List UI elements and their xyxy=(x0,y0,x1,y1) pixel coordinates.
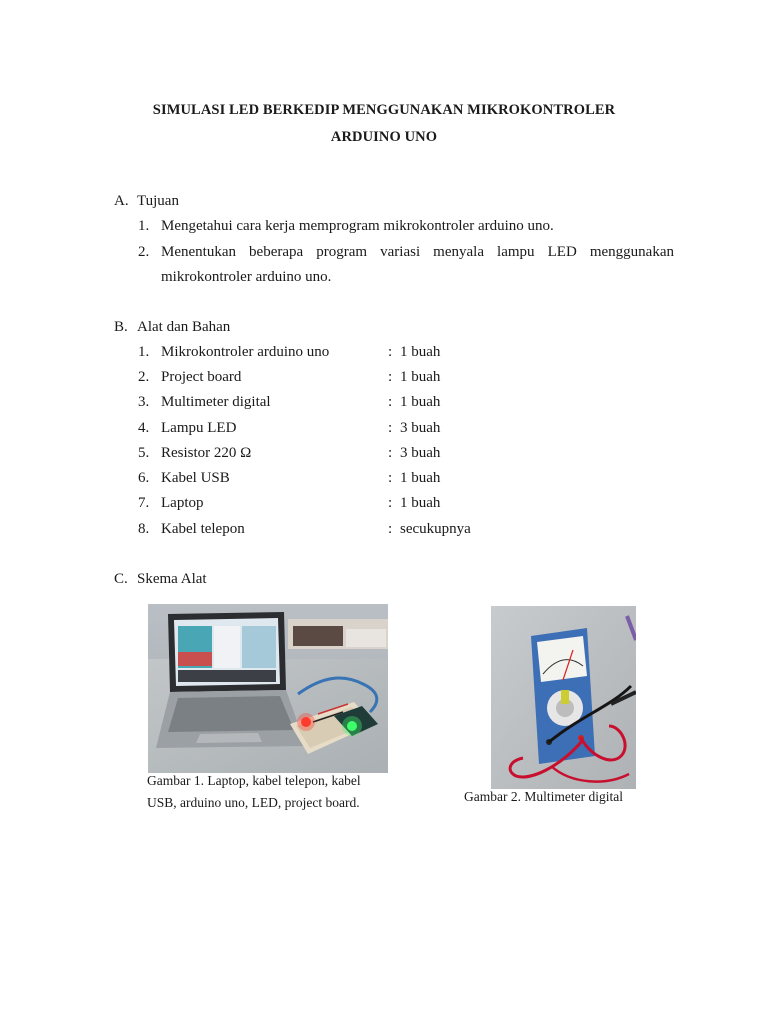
material-number: 8. xyxy=(138,521,150,537)
section-c-letter: C. xyxy=(114,571,128,587)
colon-separator: : xyxy=(388,495,393,511)
material-number: 3. xyxy=(138,394,150,410)
colon-separator: : xyxy=(388,521,393,537)
colon-separator: : xyxy=(388,369,393,385)
material-quantity: 3 buah xyxy=(400,445,441,461)
section-b-letter: B. xyxy=(114,319,128,335)
section-c-title: Skema Alat xyxy=(137,571,207,587)
material-number: 7. xyxy=(138,495,150,511)
figure-2-photo xyxy=(491,606,636,789)
document-title-line2: ARDUINO UNO xyxy=(330,129,438,145)
figure-1-caption-line1: Gambar 1. Laptop, kabel telepon, kabel xyxy=(147,773,361,788)
material-name: Kabel telepon xyxy=(161,521,245,537)
material-name: Project board xyxy=(161,369,242,385)
objective-text-line2: mikrokontroler arduino uno. xyxy=(161,269,332,285)
material-quantity: 1 buah xyxy=(400,495,441,511)
figure-1-photo xyxy=(148,604,388,773)
material-quantity: 1 buah xyxy=(400,394,441,410)
material-name: Multimeter digital xyxy=(161,394,271,410)
material-number: 4. xyxy=(138,420,150,436)
figure-2-caption: Gambar 2. Multimeter digital xyxy=(464,789,623,804)
material-number: 6. xyxy=(138,470,150,486)
material-quantity: 1 buah xyxy=(400,369,441,385)
section-a-letter: A. xyxy=(114,193,129,209)
objective-text-line1: Menentukan beberapa program variasi menyala lampu LED menggunakan xyxy=(161,244,674,260)
section-a-title: Tujuan xyxy=(137,193,179,209)
material-number: 1. xyxy=(138,344,150,360)
material-name: Laptop xyxy=(161,495,204,511)
objective-number: 2. xyxy=(138,244,150,260)
material-name: Mikrokontroler arduino uno xyxy=(161,344,330,360)
material-quantity: 1 buah xyxy=(400,344,441,360)
material-name: Lampu LED xyxy=(161,420,237,436)
colon-separator: : xyxy=(388,445,393,461)
colon-separator: : xyxy=(388,394,393,410)
colon-separator: : xyxy=(388,344,393,360)
material-quantity: 1 buah xyxy=(400,470,441,486)
multimeter-photo xyxy=(491,606,636,789)
material-quantity: secukupnya xyxy=(400,521,471,537)
laptop-breadboard-photo xyxy=(148,604,388,773)
objective-number: 1. xyxy=(138,218,150,234)
material-name: Kabel USB xyxy=(161,470,230,486)
colon-separator: : xyxy=(388,420,393,436)
material-name: Resistor 220 Ω xyxy=(161,445,252,461)
material-number: 5. xyxy=(138,445,150,461)
colon-separator: : xyxy=(388,470,393,486)
section-b-title: Alat dan Bahan xyxy=(137,319,231,335)
objective-text: Mengetahui cara kerja memprogram mikrokontroler arduino uno. xyxy=(161,218,554,234)
figure-1-caption xyxy=(147,770,387,814)
material-quantity: 3 buah xyxy=(400,420,441,436)
material-number: 2. xyxy=(138,369,150,385)
figure-1-caption-line2: USB, arduino uno, LED, project board. xyxy=(147,795,360,810)
document-title-line1: SIMULASI LED BERKEDIP MENGGUNAKAN MIKROKONTROLER xyxy=(152,102,616,118)
